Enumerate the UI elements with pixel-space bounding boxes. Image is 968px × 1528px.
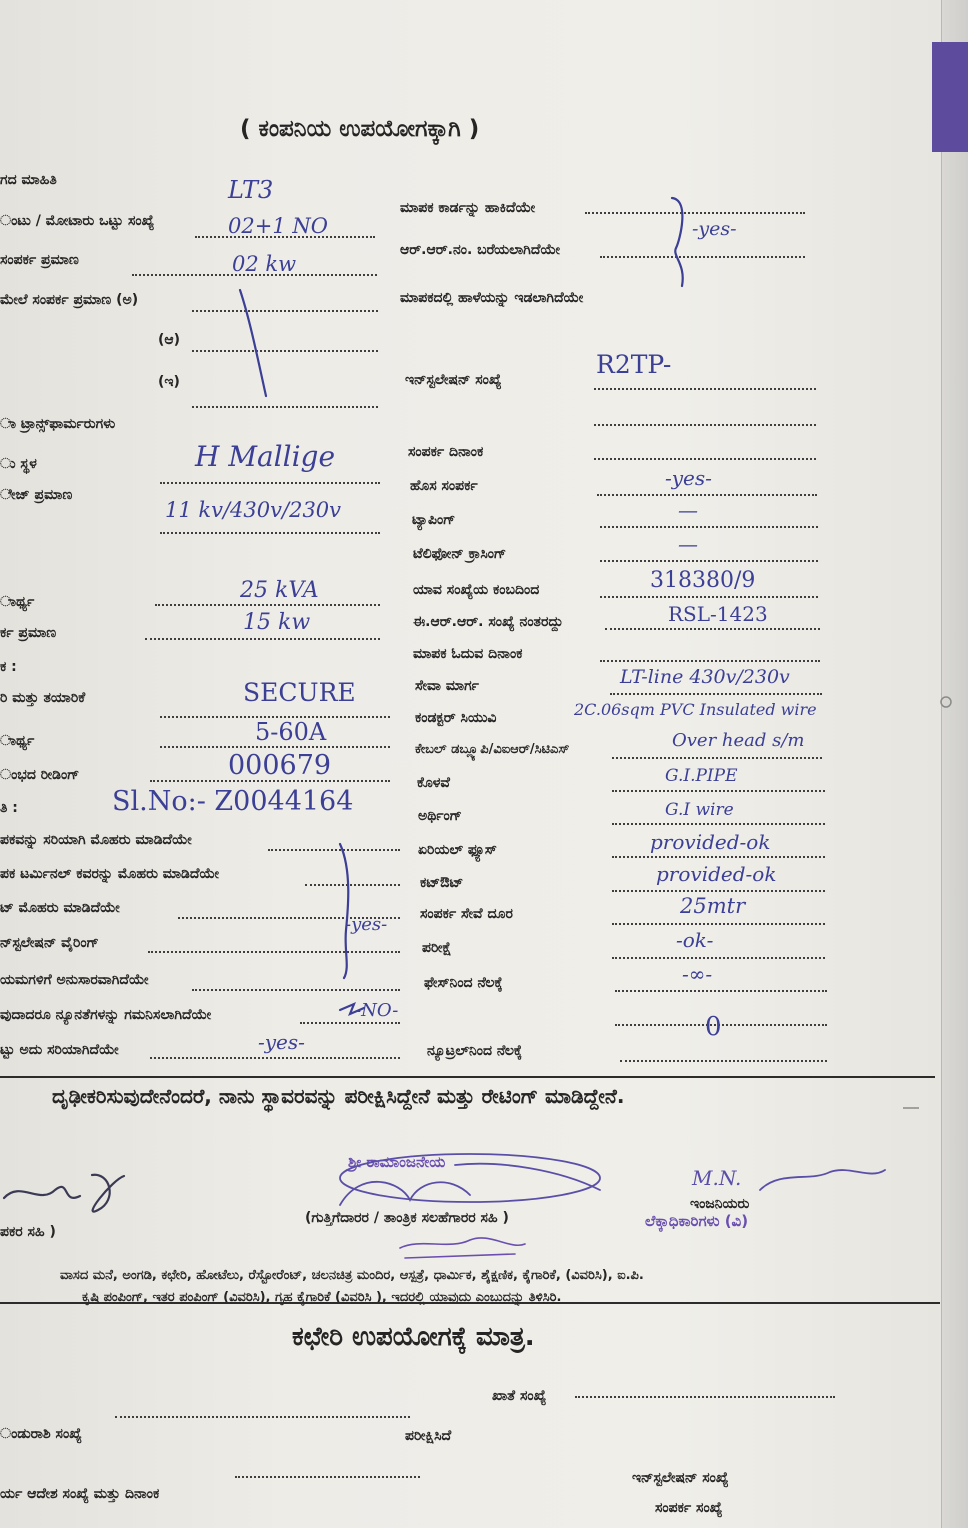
- left-label-5: (ಇ): [158, 374, 180, 390]
- right-label-11: ಸೇವಾ ಮಾರ್ಗ: [415, 678, 479, 694]
- left-label-8: ೇಜ್ ಪ್ರಮಾಣ: [0, 487, 73, 503]
- right-value-13: Over head s/m: [672, 730, 805, 751]
- right-leader-10: [600, 660, 820, 662]
- usage-note-line2: ಕೃಷಿ ಪಂಪಿಂಗ್, ಇತರ ಪಂಪಿಂಗ್ (ವಿವರಿಸಿ), ಗೃಹ ಕೈಗಾರಿಕೆ (ವಿವರಿಸಿ ), ಇದರಲ್ಲಿ ಯಾವುದು ಎಂಬುದನ್ನು ತಿಳಿಸಿರಿ.: [82, 1290, 562, 1305]
- seal-checks-bracket: [340, 844, 348, 978]
- left-value-22: -yes-: [258, 1030, 305, 1054]
- left-label-21: ವುದಾದರೂ ನ್ಯೂನತೆಗಳನ್ನು ಗಮನಿಸಲಾಗಿದೆಯೇ: [0, 1007, 212, 1023]
- left-leader-22: [150, 1057, 400, 1059]
- right-leader-6: [600, 526, 818, 528]
- right-leader-21: [620, 1060, 827, 1062]
- left-leader-17: [305, 884, 400, 886]
- right-label-18: ಸಂಪರ್ಕ ಸೇವೆ ದೂರ: [420, 906, 513, 922]
- right-label-9: ಈ.ಆರ್.ಆರ್. ಸಂಖ್ಯೆ ನಂತರದ್ದು: [413, 614, 564, 630]
- right-leader-19: [612, 957, 825, 959]
- usage-note-stamp: [400, 1238, 525, 1258]
- right-leader-11: [610, 693, 822, 695]
- right-label-5: ಹೊಸ ಸಂಪರ್ಕ: [410, 478, 478, 494]
- right-label-14: ಕೊಳವೆ: [417, 775, 450, 791]
- left-label-10: ರ್ಕ ಪ್ರಮಾಣ: [0, 625, 57, 641]
- right-value-19: -ok-: [676, 928, 714, 952]
- left-leader-10: [145, 638, 380, 640]
- right-value-20: -∞-: [682, 962, 713, 986]
- account-number-label: ಖಾತೆ ಸಂಖ್ಯೆ: [492, 1388, 547, 1404]
- left-label-6: ಾ ಟ್ರಾನ್ಸ್‌ಫಾರ್ಮರುಗಳು: [0, 416, 116, 432]
- right-label-15: ಅರ್ಥಿಂಗ್: [418, 808, 462, 824]
- left-label-1: ಂಟು / ಮೋಟಾರು ಒಟ್ಟು ಸಂಖ್ಯೆ: [0, 213, 155, 229]
- right-leader-5: [597, 494, 817, 496]
- right-label-7: ಟೆಲಿಫೋನ್ ಕ್ರಾಸಿಂಗ್: [413, 546, 507, 562]
- engineer-caption: ಇಂಜನಿಯರು: [690, 1196, 750, 1212]
- right-label-0: ಮಾಪಕ ಕಾರ್ಡನ್ನು ಹಾಕಿದೆಯೇ: [400, 200, 536, 216]
- left-value-9: 25 kVA: [240, 578, 319, 603]
- left-leader-16: [268, 849, 400, 851]
- left-leader-7: [160, 482, 380, 484]
- right-leader-1: [600, 256, 805, 258]
- left-label-2: ಸಂಪರ್ಕ ಪ್ರಮಾಣ: [0, 252, 79, 268]
- left-leader-3: [192, 310, 378, 312]
- right-value-16: provided-ok: [650, 830, 771, 854]
- left-leader-19: [148, 951, 400, 953]
- right-label-12: ಕಂಡಕ್ಟರ್ ಸಿಯುವಿ: [415, 710, 497, 726]
- left-label-19: ನ್‌ಸ್ಟಲೇಷನ್ ವೈರಿಂಗ್: [0, 935, 99, 951]
- left-label-9: ಾರ್ಥ್ಯ: [0, 594, 35, 610]
- right-leader-0: [585, 212, 805, 214]
- left-leader-9: [155, 604, 380, 606]
- left-value-12: SECURE: [243, 678, 356, 707]
- usage-note-line1: ವಾಸದ ಮನೆ, ಅಂಗಡಿ, ಕಛೇರಿ, ಹೋಟೆಲು, ರೆಸ್ಟೋರೆಂಟ್, ಚಲನಚಿತ್ರ ಮಂದಿರ, ಆಸ್ಪತ್ರೆ, ಧಾರ್ಮಿಕ, ಶೈಕ್ಷಣಿಕ, ಕೈಗಾರಿಕೆ, (ವಿವರಿಸಿ), ಐ.ಪಿ.: [60, 1268, 644, 1283]
- right-leader-blank: [594, 424, 816, 426]
- right-value-9: RSL-1423: [668, 602, 768, 626]
- right-leader-8: [600, 596, 818, 598]
- left-value-0: LT3: [228, 176, 274, 204]
- right-leader-3: [594, 388, 816, 390]
- left-leader-13: [160, 746, 390, 748]
- office-divider: [0, 1302, 940, 1304]
- seal-checks-answer: -yes-: [345, 914, 388, 935]
- left-label-17: ಪಕ ಟರ್ಮಿನಲ್ ಕವರನ್ನು ಮೊಹರು ಮಾಡಿದೆಯೇ: [0, 866, 220, 882]
- left-label-15: ತಿ :: [0, 800, 18, 816]
- right-value-7: —: [678, 532, 698, 556]
- right-label-2: ಮಾಪಕದಲ್ಲಿ ಹಾಳೆಯನ್ನು ಇಡಲಾಗಿದೆಯೇ: [400, 290, 584, 306]
- work-order-leader: [235, 1476, 420, 1478]
- right-leader-20: [615, 990, 827, 992]
- right-label-16: ಏರಿಯಲ್ ಫ್ಯೂಸ್: [418, 842, 497, 858]
- deposit-number-leader: [115, 1416, 410, 1418]
- right-label-13: ಕೇಬಲ್ ಡಬ್ಲ್ಯೂಪಿ/ವಿಐಆರ್/ಸಿಟಿಎಸ್: [415, 742, 570, 757]
- right-label-4: ಸಂಪರ್ಕ ದಿನಾಂಕ: [408, 444, 484, 460]
- right-label-19: ಪರೀಕ್ಷೆ: [422, 940, 452, 956]
- verified-label: ಪರೀಕ್ಷಿಸಿದೆ: [405, 1428, 452, 1444]
- left-label-14: ಂಭದ ರೀಡಿಂಗ್: [0, 767, 80, 783]
- left-label-0: ಗದ ಮಾಹಿತಿ: [0, 172, 57, 188]
- left-value-8: 11 kv/430v/230v: [165, 498, 342, 522]
- contractor-stamp: ಶ್ರೀ ರಾಮಾಂಜನೇಯ: [348, 1153, 446, 1171]
- right-value-12: 2C.06sqm PVC Insulated wire: [574, 700, 817, 719]
- work-order-label: ರ್ಯ ಆದೇಶ ಸಂಖ್ಯೆ ಮತ್ತು ದಿನಾಂಕ: [0, 1486, 160, 1502]
- right-value-14: G.I.PIPE: [665, 766, 738, 786]
- left-label-12: ರಿ ಮತ್ತು ತಯಾರಿಕೆ: [0, 690, 86, 706]
- engineer-signature-scribble: [760, 1170, 885, 1190]
- left-value-15: Sl.No:- Z0044164: [112, 786, 354, 817]
- right-value-6: —: [678, 498, 698, 522]
- inspector-caption: ಪಕರ ಸಹಿ ): [0, 1224, 56, 1240]
- right-value-15: G.I wire: [665, 800, 734, 820]
- certification-text: ದೃಢೀಕರಿಸುವುದೇನೆಂದರೆ, ನಾನು ಸ್ಥಾವರವನ್ನು ಪರೀಕ್ಷಿಸಿದ್ದೇನೆ ಮತ್ತು ರೇಟಿಂಗ್ ಮಾಡಿದ್ದೇನೆ.: [52, 1084, 625, 1108]
- left-label-13: ಾರ್ಥ್ಯ: [0, 733, 35, 749]
- right-value-18: 25mtr: [680, 894, 746, 918]
- right-value-3: R2TP-: [596, 350, 672, 379]
- right-leader-17: [612, 890, 825, 892]
- deposit-number-label: ಂಡುರಾಶಿ ಸಂಖ್ಯೆ: [0, 1426, 82, 1442]
- left-label-3: ಮೇಲೆ ಸಂಪರ್ಕ ಪ್ರಮಾಣ (ಅ): [0, 292, 139, 308]
- right-label-10: ಮಾಪಕ ಓದುವ ದಿನಾಂಕ: [413, 646, 523, 662]
- right-leader-7: [600, 560, 818, 562]
- left-value-13: 5-60A: [255, 718, 327, 746]
- right-label-17: ಕಟ್‌ಔಟ್: [420, 875, 464, 891]
- left-label-22: ಟ್ಟು ಅದು ಸರಿಯಾಗಿದೆಯೇ: [0, 1042, 119, 1058]
- inspector-signature: [4, 1175, 124, 1212]
- right-value-17: provided-ok: [656, 862, 777, 886]
- engineer-signature: M.N.: [692, 1166, 742, 1190]
- right-label-6: ಟ್ಯಾಪಿಂಗ್: [412, 512, 456, 528]
- left-label-7: ು ಸ್ಥಳ: [0, 456, 37, 472]
- left-value-10: 15 kw: [243, 610, 311, 635]
- office-use-title: ಕಛೇರಿ ಉಪಯೋಗಕ್ಕೆ ಮಾತ್ರ.: [292, 1322, 535, 1352]
- right-leader-14: [612, 790, 825, 792]
- right-label-1: ಆರ್.ಆರ್.ನಂ. ಬರೆಯಲಾಗಿದೆಯೇ: [400, 242, 561, 258]
- installation-number-label: ಇನ್‌ಸ್ಟಲೇಷನ್ ಸಂಖ್ಯೆ: [632, 1470, 729, 1486]
- left-label-18: ಟ್ ಮೊಹರು ಮಾಡಿದೆಯೇ: [0, 900, 120, 916]
- section-divider: [0, 1076, 935, 1078]
- right-value-11: LT-line 430v/230v: [620, 666, 790, 688]
- page-edge: [941, 0, 968, 1528]
- right-value-5: -yes-: [665, 466, 712, 490]
- contractor-caption: (ಗುತ್ತಿಗೆದಾರರ / ತಾಂತ್ರಿಕ ಸಲಹೆಗಾರರ ಸಹಿ ): [305, 1210, 509, 1226]
- left-label-16: ಪಕವನ್ನು ಸರಿಯಾಗಿ ಮೊಹರು ಮಾಡಿದೆಯೇ: [0, 832, 192, 848]
- right-leader-15: [612, 823, 825, 825]
- left-label-11: ಕ :: [0, 659, 17, 675]
- left-leader-21: [300, 1022, 400, 1024]
- connection-number-label: ಸಂಪರ್ಕ ಸಂಖ್ಯೆ: [655, 1500, 723, 1516]
- engineer-stamp: ಲೆಕ್ಕಾಧಿಕಾರಿಗಳು (ವಿ): [645, 1212, 749, 1230]
- account-number-leader: [575, 1396, 835, 1398]
- left-label-4: (ಆ): [158, 332, 181, 348]
- meter-checks-answer: -yes-: [692, 218, 737, 240]
- purple-tab-underlay: [932, 42, 968, 152]
- right-leader-9: [605, 628, 820, 630]
- left-leader-4: [192, 350, 378, 352]
- right-label-20: ಫೇಸ್‌ನಿಂದ ನೆಲಕ್ಕೆ: [424, 975, 503, 991]
- left-leader-5: [192, 406, 378, 408]
- right-label-21: ನ್ಯೂಟ್ರಲ್‌ನಿಂದ ನೆಲಕ್ಕೆ: [427, 1043, 523, 1059]
- left-value-21: -NO-: [355, 1000, 399, 1021]
- right-value-8: 318380/9: [650, 568, 756, 593]
- left-value-7: H Mallige: [195, 440, 336, 473]
- right-value-21: 0: [705, 1012, 722, 1042]
- left-value-1: 02+1 NO: [228, 214, 328, 238]
- form-title: ( ಕಂಪನಿಯ ಉಪಯೋಗಕ್ಕಾಗಿ ): [240, 116, 480, 142]
- right-label-3: ಇನ್‌ಸ್ಟಲೇಷನ್ ಸಂಖ್ಯೆ: [405, 372, 502, 388]
- right-leader-13: [612, 757, 822, 759]
- right-leader-16: [612, 856, 825, 858]
- connection-group-stroke: [240, 290, 266, 396]
- left-value-2: 02 kw: [232, 252, 297, 276]
- right-label-8: ಯಾವ ಸಂಖ್ಯೆಯ ಕಂಬದಿಂದ: [413, 582, 540, 598]
- right-leader-18: [612, 923, 825, 925]
- left-value-14: 000679: [228, 750, 332, 781]
- left-leader-20: [192, 989, 400, 991]
- right-leader-4: [594, 458, 816, 460]
- left-label-20: ಯಮಗಳಿಗೆ ಅನುಸಾರವಾಗಿದೆಯೇ: [0, 972, 149, 988]
- left-leader-8: [160, 532, 380, 534]
